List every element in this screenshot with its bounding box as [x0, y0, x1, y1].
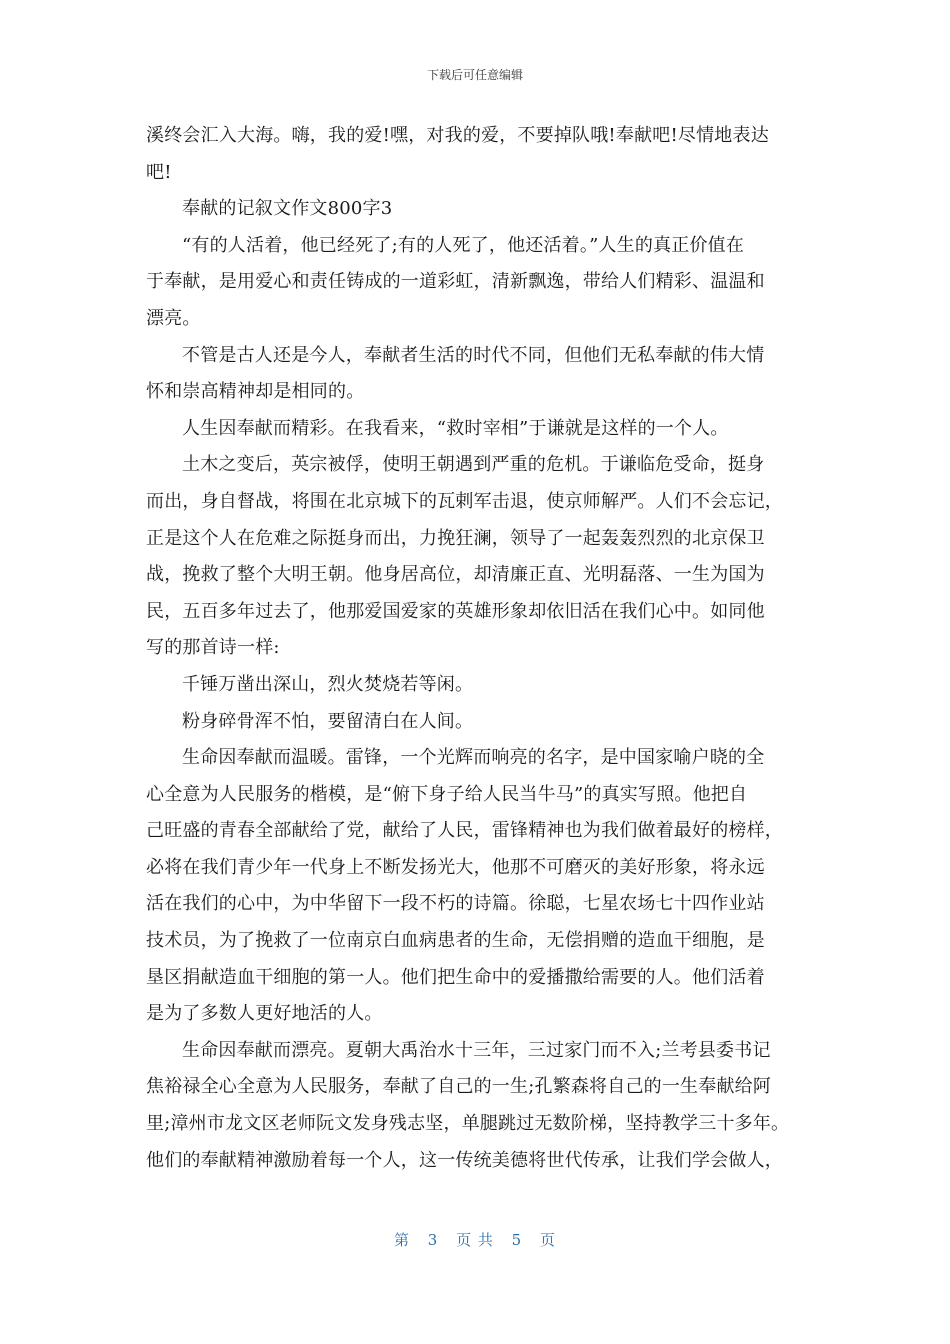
text-line: 而出，身自督战，将围在北京城下的瓦剌军击退，使京师解严。人们不会忘记， — [146, 490, 783, 512]
text-line: 人生因奉献而精彩。在我看来，“救时宰相”于谦就是这样的一个人。 — [182, 417, 729, 439]
text-line: 正是这个人在危难之际挺身而出，力挽狂澜，领导了一起轰轰烈烈的北京保卫 — [146, 527, 765, 549]
text-line: 技术员，为了挽救了一位南京白血病患者的生命，无偿捐赠的造血干细胞，是 — [146, 930, 765, 952]
footer-current-page: 3 — [427, 1231, 439, 1249]
text-line: 焦裕禄全心全意为人民服务，奉献了自己的一生;孔繁森将自己的一生奉献给阿 — [146, 1076, 772, 1098]
text-line: 战，挽救了整个大明王朝。他身居高位，却清廉正直、光明磊落、一生为国为 — [146, 564, 765, 586]
text-line: 土木之变后，英宗被俘，使明王朝遇到严重的危机。于谦临危受命，挺身 — [182, 454, 765, 476]
text-line: 不管是古人还是今人，奉献者生活的时代不同，但他们无私奉献的伟大情 — [182, 344, 765, 366]
text-line: 里;漳州市龙文区老师阮文发身残志坚，单腿跳过无数阶梯，坚持教学三十多年。 — [146, 1113, 790, 1135]
text-line: 怀和崇高精神却是相同的。 — [146, 381, 365, 403]
text-line: 垦区捐献造血干细胞的第一人。他们把生命中的爱播撒给需要的人。他们活着 — [146, 966, 765, 988]
text-line: 写的那首诗一样: — [146, 637, 280, 659]
page-header: 下载后可任意编辑 — [426, 68, 523, 82]
document-body — [146, 118, 806, 1179]
text-line: 粉身碎骨浑不怕，要留清白在人间。 — [182, 710, 474, 732]
text-line: 奉献的记叙文作文800字3 — [182, 198, 393, 220]
text-line: 必将在我们青少年一代身上不断发扬光大，他那不可磨灭的美好形象，将永远 — [146, 856, 765, 878]
text-line: 心全意为人民服务的楷模，是“俯下身子给人民当牛马”的真实写照。他把自 — [146, 783, 748, 805]
footer-middle: 页 共 — [456, 1231, 494, 1249]
text-line: “有的人活着，他已经死了;有的人死了，他还活着。”人生的真正价值在 — [182, 234, 745, 256]
text-line: 生命因奉献而漂亮。夏朝大禹治水十三年，三过家门而不入;兰考县委书记 — [182, 1039, 771, 1061]
text-line: 他们的奉献精神激励着每一个人，这一传统美德将世代传承，让我们学会做人， — [146, 1149, 783, 1171]
text-line: 民，五百多年过去了，他那爱国爱家的英雄形象却依旧活在我们心中。如同他 — [146, 600, 765, 622]
text-line: 活在我们的心中，为中华留下一段不朽的诗篇。徐聪，七星农场七十四作业站 — [146, 893, 765, 915]
footer-prefix: 第 — [393, 1231, 410, 1249]
text-line: 吧! — [146, 161, 172, 183]
text-line: 千锤万凿出深山，烈火焚烧若等闲。 — [182, 673, 474, 695]
text-line: 漂亮。 — [146, 307, 201, 329]
text-line: 是为了多数人更好地活的人。 — [146, 1003, 383, 1025]
text-line: 溪终会汇入大海。嗨，我的爱!嘿，对我的爱，不要掉队哦!奉献吧!尽情地表达 — [146, 125, 769, 146]
text-line: 己旺盛的青春全部献给了党，献给了人民，雷锋精神也为我们做着最好的榜样， — [146, 820, 783, 842]
footer-total-pages: 5 — [511, 1231, 523, 1249]
footer-suffix: 页 — [540, 1231, 557, 1249]
page-footer — [0, 1229, 950, 1250]
text-line: 生命因奉献而温暖。雷锋，一个光辉而响亮的名字，是中国家喻户晓的全 — [182, 747, 765, 769]
text-line: 于奉献，是用爱心和责任铸成的一道彩虹，清新飘逸，带给人们精彩、温温和 — [146, 271, 765, 293]
